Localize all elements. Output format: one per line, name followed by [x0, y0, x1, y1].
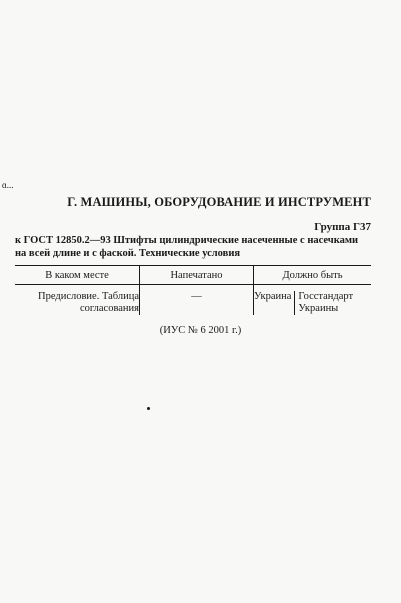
- cell-place: [15, 285, 140, 316]
- section-title: Г. МАШИНЫ, ОБОРУДОВАНИЕ И ИНСТРУМЕНТ: [67, 195, 371, 209]
- source-note: (ИУС № 6 2001 г.): [159, 325, 242, 336]
- group-code: Группа Г37: [314, 221, 371, 233]
- amendment-heading: к ГОСТ 12850.2—93 Штифты цилиндрические насеченные с насечками на всей длине и с фаской. Технические условия: [15, 235, 359, 259]
- cell-place-line1: Предисловие. Таблица: [38, 291, 139, 302]
- header-printed: Напечатано: [140, 266, 254, 285]
- amendment-table: [15, 265, 371, 315]
- cell-should-be-right: [294, 291, 353, 315]
- header-should-be: Должно быть: [254, 266, 372, 285]
- table-row: [15, 285, 371, 316]
- cell-should-be-right-line1: Госстандарт: [298, 291, 354, 302]
- cell-printed: —: [140, 285, 254, 316]
- cell-should-be-right-line2: Украины: [298, 303, 339, 314]
- table-header-row: [15, 266, 371, 285]
- cell-place-line2: согласования: [79, 303, 139, 314]
- margin-mark: ɑ...: [2, 180, 14, 190]
- ink-dot: [147, 407, 150, 410]
- cell-should-be-left: Украина: [254, 291, 292, 302]
- header-place: В каком месте: [15, 266, 140, 285]
- cell-should-be: [254, 285, 372, 316]
